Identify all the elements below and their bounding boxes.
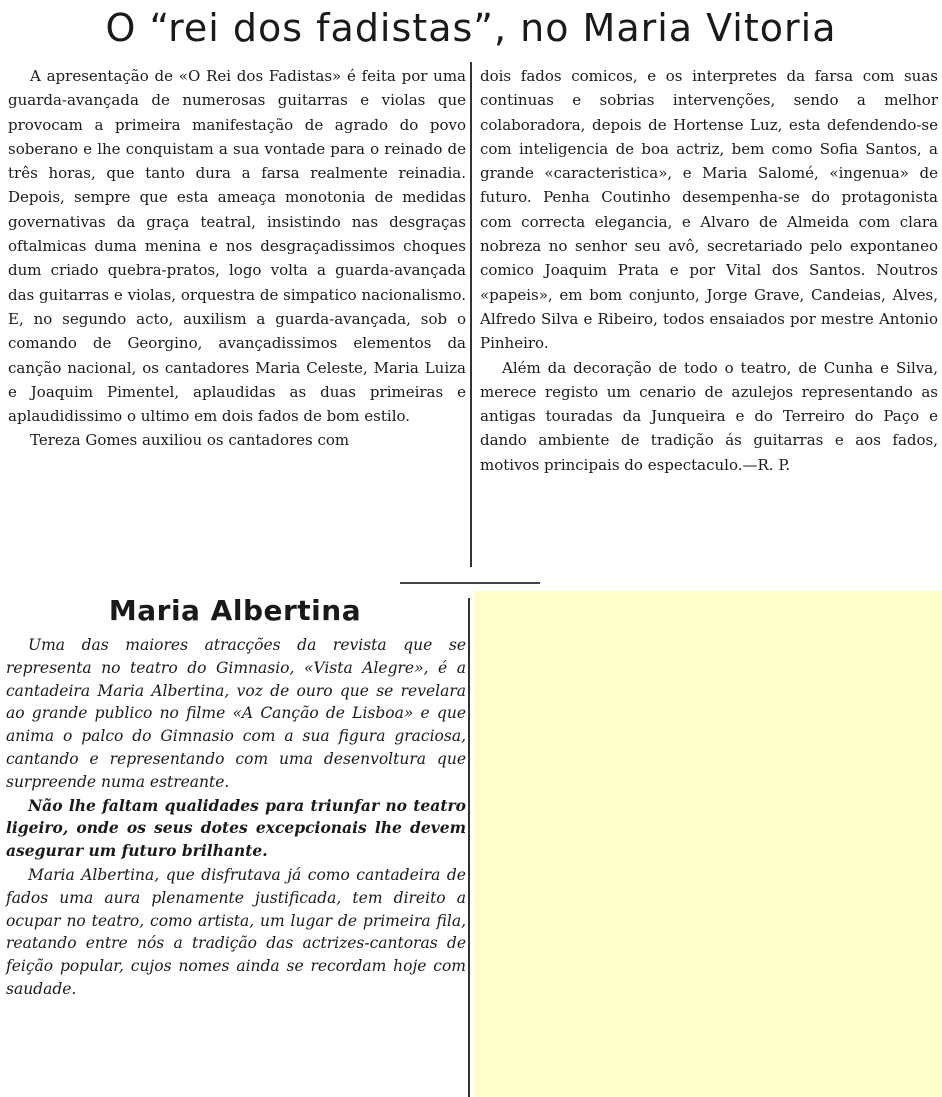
feature-paragraph: Uma das maiores atracções da revista que se representa no teatro do Gimnasio, «Vista Alegre», é a cantadeira Maria Albertina, voz de ouro que se revelara ao grande publico no filme «A Canção de Lisboa» e que anima o palco do Gimnasio com a sua figura graciosa, cantando e representando com uma desenvoltura que surpreende numa estreante. — [6, 636, 466, 791]
feature-paragraph: Maria Albertina, que disfrutava já como cantadeira de fados uma aura plenamente justificada, tem direito a ocupar no teatro, como artista, um lugar de primeira fila, reatando entre nós a tradição das actrizes-cantoras de feição popular, cujos nomes ainda se recordam hoje com saudade. — [6, 865, 466, 998]
article-paragraph: Além da decoração de todo o teatro, de Cunha e Silva, merece registo um cenario de azulejos representando as antigas touradas da Junqueira e do Terreiro do Paço e dando ambiente de tradição ás guitarras e aos fados, motivos principais do espectaculo.—R. P. — [480, 358, 938, 474]
column-divider — [470, 62, 472, 567]
article-paragraph: dois fados comicos, e os interpretes da farsa com suas continuas e sobrias intervenções, sendo a melhor colaboradora, depois de Hortense Luz, esta defendendo-se com inteligencia de boa actriz, bem como Sofia Santos, a grande «caracteristica», e Maria Salomé, «ingenua» de futuro. Penha Coutinho desempenha-se do protagonista com correcta elegancia, e Alvaro de Almeida com clara nobreza no senhor seu avô, secretariado pelo expontaneo comico Joaquim Prata e por Vital dos Santos. Noutros «papeis», em bom conjunto, Jorge Grave, Candeias, Alves, Alfredo Silva e Ribeiro, todos ensaiados por mestre Antonio Pinheiro. — [480, 67, 938, 353]
article-column-right — [480, 64, 938, 477]
article-paragraph: Tereza Gomes auxiliou os cantadores com — [30, 431, 350, 450]
section-divider — [400, 582, 540, 584]
feature-paragraph: Não lhe faltam qualidades para triunfar no teatro ligeiro, onde os seus dotes excepcionais lhe devem asegurar um futuro brilhante. — [6, 795, 466, 861]
blank-area — [474, 591, 942, 1097]
article-paragraph: A apresentação de «O Rei dos Fadistas» é feita por uma guarda-avançada de numerosas guitarras e violas que provocam a primeira manifestação de agrado do povo soberano e lhe conquistam a sua vontade para o reinado de três horas, que tanto dura a farsa realmente reinadia. Depois, sempre que esta ameaça monotonia de medidas governativas da graça teatral, insistindo nas desgraças oftalmicas duma menina e nos desgraçadissimos choques dum criado quebra-pratos, logo volta a guarda-avançada das guitarras e violas, orquestra de simpatico nacionalismo. E, no segundo acto, auxilism a guarda-avançada, sob o comando de Georgino, avançadissimos elementos da canção nacional, os cantadores Maria Celeste, Maria Luiza e Joaquim Pimentel, aplaudidas as duas primeiras e aplaudidissimo o ultimo em dois fados de bom estilo. — [8, 67, 466, 426]
feature-headline: Maria Albertina — [108, 594, 362, 627]
column-divider — [468, 598, 470, 1097]
article-column-left — [8, 64, 466, 453]
feature-column — [6, 634, 466, 1002]
article-headline: O “rei dos fadistas”, no Maria Vitoria — [105, 6, 837, 50]
